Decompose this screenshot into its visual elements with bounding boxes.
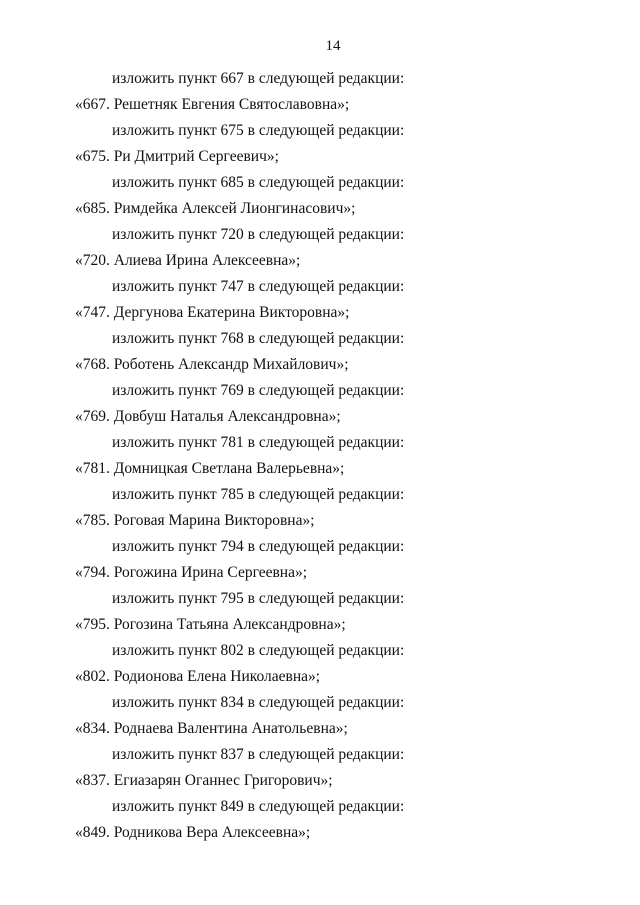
list-item: «834. Роднаева Валентина Анатольевна»;	[75, 720, 348, 737]
instruction-line: изложить пункт 768 в следующей редакции:	[112, 330, 405, 347]
list-item: «781. Домницкая Светлана Валерьевна»;	[75, 460, 345, 477]
instruction-line: изложить пункт 834 в следующей редакции:	[112, 694, 405, 711]
list-item: «720. Алиева Ирина Алексеевна»;	[75, 252, 301, 269]
list-item: «794. Рогожина Ирина Сергеевна»;	[75, 564, 308, 581]
list-item: «675. Ри Дмитрий Сергеевич»;	[75, 148, 279, 165]
instruction-line: изложить пункт 747 в следующей редакции:	[112, 278, 405, 295]
instruction-line: изложить пункт 667 в следующей редакции:	[112, 70, 405, 87]
list-item: «849. Родникова Вера Алексеевна»;	[75, 824, 311, 841]
list-item: «685. Римдейка Алексей Лионгинасович»;	[75, 200, 356, 217]
instruction-line: изложить пункт 794 в следующей редакции:	[112, 538, 405, 555]
list-item: «747. Дергунова Екатерина Викторовна»;	[75, 304, 350, 321]
list-item: «785. Роговая Марина Викторовна»;	[75, 512, 315, 529]
instruction-line: изложить пункт 769 в следующей редакции:	[112, 382, 405, 399]
list-item: «667. Решетняк Евгения Святославовна»;	[75, 96, 350, 113]
list-item: «768. Роботень Александр Михайлович»;	[75, 356, 349, 373]
list-item: «802. Родионова Елена Николаевна»;	[75, 668, 321, 685]
instruction-line: изложить пункт 781 в следующей редакции:	[112, 434, 405, 451]
instruction-line: изложить пункт 675 в следующей редакции:	[112, 122, 405, 139]
instruction-line: изложить пункт 849 в следующей редакции:	[112, 798, 405, 815]
instruction-line: изложить пункт 785 в следующей редакции:	[112, 486, 405, 503]
page-number: 14	[325, 38, 341, 54]
instruction-line: изложить пункт 802 в следующей редакции:	[112, 642, 405, 659]
list-item: «769. Довбуш Наталья Александровна»;	[75, 408, 341, 425]
instruction-line: изложить пункт 837 в следующей редакции:	[112, 746, 405, 763]
instruction-line: изложить пункт 685 в следующей редакции:	[112, 174, 405, 191]
list-item: «795. Рогозина Татьяна Александровна»;	[75, 616, 346, 633]
instruction-line: изложить пункт 720 в следующей редакции:	[112, 226, 405, 243]
instruction-line: изложить пункт 795 в следующей редакции:	[112, 590, 405, 607]
document-body	[0, 66, 640, 846]
list-item: «837. Егиазарян Оганнес Григорович»;	[75, 772, 333, 789]
